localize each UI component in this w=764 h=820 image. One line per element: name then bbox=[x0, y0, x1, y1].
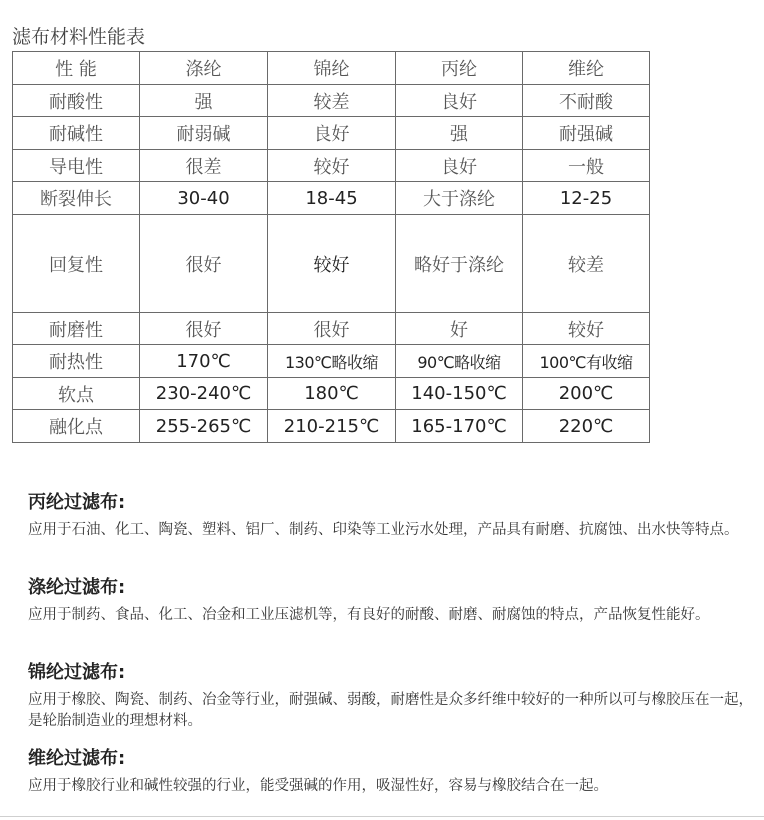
table-row bbox=[13, 215, 650, 313]
table-row bbox=[13, 378, 650, 410]
row-label: 回复性 bbox=[13, 215, 140, 313]
table-cell: 170℃ bbox=[140, 345, 268, 378]
table-cell: 12-25 bbox=[523, 182, 650, 215]
table-row bbox=[13, 182, 650, 215]
row-label: 耐磨性 bbox=[13, 313, 140, 345]
header-cell: 锦纶 bbox=[268, 52, 396, 85]
table-cell: 良好 bbox=[396, 150, 523, 182]
section-heading: 维纶过滤布: bbox=[28, 748, 126, 769]
table-cell: 良好 bbox=[268, 117, 396, 150]
description-nylon bbox=[28, 658, 758, 732]
table-cell: 90℃略收缩 bbox=[396, 345, 523, 378]
table-cell: 耐强碱 bbox=[523, 117, 650, 150]
table-row bbox=[13, 85, 650, 117]
row-label: 耐热性 bbox=[13, 345, 140, 378]
section-heading: 锦纶过滤布: bbox=[28, 662, 126, 683]
table-cell: 210-215℃ bbox=[268, 410, 396, 443]
table-cell: 255-265℃ bbox=[140, 410, 268, 443]
table-cell: 200℃ bbox=[523, 378, 650, 410]
table-cell: 良好 bbox=[396, 85, 523, 117]
table-cell: 耐弱碱 bbox=[140, 117, 268, 150]
row-label: 软点 bbox=[13, 378, 140, 410]
description-polyester bbox=[28, 573, 758, 626]
table-cell: 较好 bbox=[268, 150, 396, 182]
table-cell: 较好 bbox=[268, 215, 396, 313]
section-text: 应用于石油、化工、陶瓷、塑料、铝厂、制药、印染等工业污水处理，产品具有耐磨、抗腐蚀、出水快等特点。 bbox=[28, 522, 739, 538]
table-cell: 130℃略收缩 bbox=[268, 345, 396, 378]
row-label: 导电性 bbox=[13, 150, 140, 182]
divider bbox=[0, 816, 764, 817]
table-cell: 30-40 bbox=[140, 182, 268, 215]
header-cell: 维纶 bbox=[523, 52, 650, 85]
table-cell: 一般 bbox=[523, 150, 650, 182]
header-cell: 性 能 bbox=[13, 52, 140, 85]
table-cell: 很好 bbox=[140, 313, 268, 345]
table-cell: 18-45 bbox=[268, 182, 396, 215]
table-cell: 较好 bbox=[523, 313, 650, 345]
row-label: 耐碱性 bbox=[13, 117, 140, 150]
properties-table bbox=[12, 51, 650, 443]
section-text: 应用于制药、食品、化工、冶金和工业压滤机等，有良好的耐酸、耐磨、耐腐蚀的特点，产品恢复性能好。 bbox=[28, 607, 710, 623]
table-cell: 较差 bbox=[523, 215, 650, 313]
description-vinylon bbox=[28, 744, 758, 797]
section-heading: 涤纶过滤布: bbox=[28, 577, 126, 598]
header-cell: 涤纶 bbox=[140, 52, 268, 85]
table-cell: 略好于涤纶 bbox=[396, 215, 523, 313]
table-cell: 很差 bbox=[140, 150, 268, 182]
table-cell: 较差 bbox=[268, 85, 396, 117]
table-row bbox=[13, 345, 650, 378]
table-cell: 很好 bbox=[268, 313, 396, 345]
row-label: 断裂伸长 bbox=[13, 182, 140, 215]
section-text: 应用于橡胶、陶瓷、制药、冶金等行业，耐强碱、弱酸，耐磨性是众多纤维中较好的一种所以可与橡胶压在一起，是轮胎制造业的理想材料。 bbox=[28, 692, 753, 729]
table-cell: 好 bbox=[396, 313, 523, 345]
table-cell: 很好 bbox=[140, 215, 268, 313]
description-polypropylene bbox=[28, 488, 758, 541]
table-row bbox=[13, 313, 650, 345]
table-row bbox=[13, 410, 650, 443]
row-label: 融化点 bbox=[13, 410, 140, 443]
table-row bbox=[13, 117, 650, 150]
table-cell: 强 bbox=[396, 117, 523, 150]
table-cell: 165-170℃ bbox=[396, 410, 523, 443]
table-cell: 140-150℃ bbox=[396, 378, 523, 410]
section-text: 应用于橡胶行业和碱性较强的行业，能受强碱的作用，吸湿性好，容易与橡胶结合在一起。 bbox=[28, 778, 608, 794]
section-heading: 丙纶过滤布: bbox=[28, 492, 126, 513]
row-label: 耐酸性 bbox=[13, 85, 140, 117]
table-cell: 100℃有收缩 bbox=[523, 345, 650, 378]
header-cell: 丙纶 bbox=[396, 52, 523, 85]
page-title: 滤布材料性能表 bbox=[12, 26, 146, 48]
table-cell: 大于涤纶 bbox=[396, 182, 523, 215]
table-cell: 180℃ bbox=[268, 378, 396, 410]
table-header-row bbox=[13, 52, 650, 85]
table-cell: 不耐酸 bbox=[523, 85, 650, 117]
table-row bbox=[13, 150, 650, 182]
table-cell: 220℃ bbox=[523, 410, 650, 443]
table-cell: 230-240℃ bbox=[140, 378, 268, 410]
table-cell: 强 bbox=[140, 85, 268, 117]
